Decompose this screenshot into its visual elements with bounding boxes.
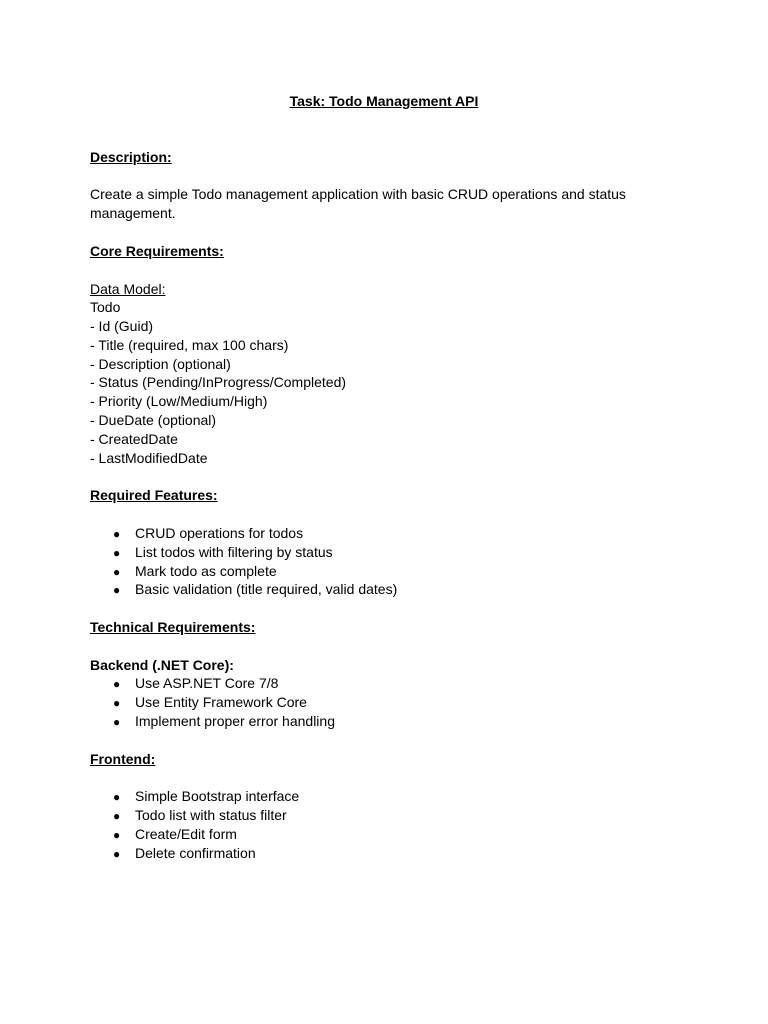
frontend-heading: Frontend:	[90, 751, 156, 767]
model-field: - Description (optional)	[90, 356, 231, 372]
list-item	[113, 562, 277, 581]
bullet-icon: ●	[113, 565, 121, 579]
list-item	[113, 580, 397, 599]
list-item-text: Implement proper error handling	[135, 713, 335, 729]
model-name: Todo	[90, 299, 121, 315]
model-field: - Priority (Low/Medium/High)	[90, 393, 268, 409]
bullet-icon: ●	[113, 527, 121, 541]
list-item-text: CRUD operations for todos	[135, 525, 304, 541]
list-item	[113, 712, 335, 731]
list-item	[113, 524, 303, 543]
bullet-icon: ●	[113, 715, 121, 729]
bullet-icon: ●	[113, 696, 121, 710]
list-item	[113, 543, 333, 562]
required-features-heading: Required Features:	[90, 487, 218, 503]
description-text: Create a simple Todo management application with basic CRUD operations and status management.	[90, 186, 626, 221]
list-item-text: Use ASP.NET Core 7/8	[135, 675, 279, 691]
bullet-icon: ●	[113, 583, 121, 597]
model-field: - DueDate (optional)	[90, 412, 217, 428]
model-field: - Title (required, max 100 chars)	[90, 337, 289, 353]
description-heading: Description:	[90, 149, 172, 165]
bullet-icon: ●	[113, 790, 121, 804]
backend-heading: Backend (.NET Core):	[90, 657, 234, 673]
model-field: - Id (Guid)	[90, 318, 154, 334]
list-item	[113, 674, 278, 693]
model-field: - LastModifiedDate	[90, 450, 208, 466]
list-item-text: Todo list with status filter	[135, 807, 287, 823]
list-item-text: List todos with filtering by status	[135, 544, 333, 560]
core-requirements-heading: Core Requirements:	[90, 243, 224, 259]
list-item	[113, 693, 307, 712]
model-field: - CreatedDate	[90, 431, 178, 447]
bullet-icon: ●	[113, 546, 121, 560]
list-item	[113, 806, 287, 825]
list-item-text: Basic validation (title required, valid dates)	[135, 581, 398, 597]
list-item-text: Simple Bootstrap interface	[135, 788, 300, 804]
bullet-icon: ●	[113, 809, 121, 823]
list-item-text: Delete confirmation	[135, 845, 256, 861]
list-item-text: Create/Edit form	[135, 826, 237, 842]
model-field: - Status (Pending/InProgress/Completed)	[90, 374, 347, 390]
bullet-icon: ●	[113, 677, 121, 691]
list-item	[113, 787, 299, 806]
list-item-text: Use Entity Framework Core	[135, 694, 307, 710]
technical-requirements-heading: Technical Requirements:	[90, 619, 256, 635]
list-item	[113, 844, 256, 863]
list-item-text: Mark todo as complete	[135, 563, 277, 579]
bullet-icon: ●	[113, 847, 121, 861]
page-title: Task: Todo Management API	[289, 93, 479, 109]
bullet-icon: ●	[113, 828, 121, 842]
list-item	[113, 825, 237, 844]
data-model-heading: Data Model:	[90, 281, 166, 297]
